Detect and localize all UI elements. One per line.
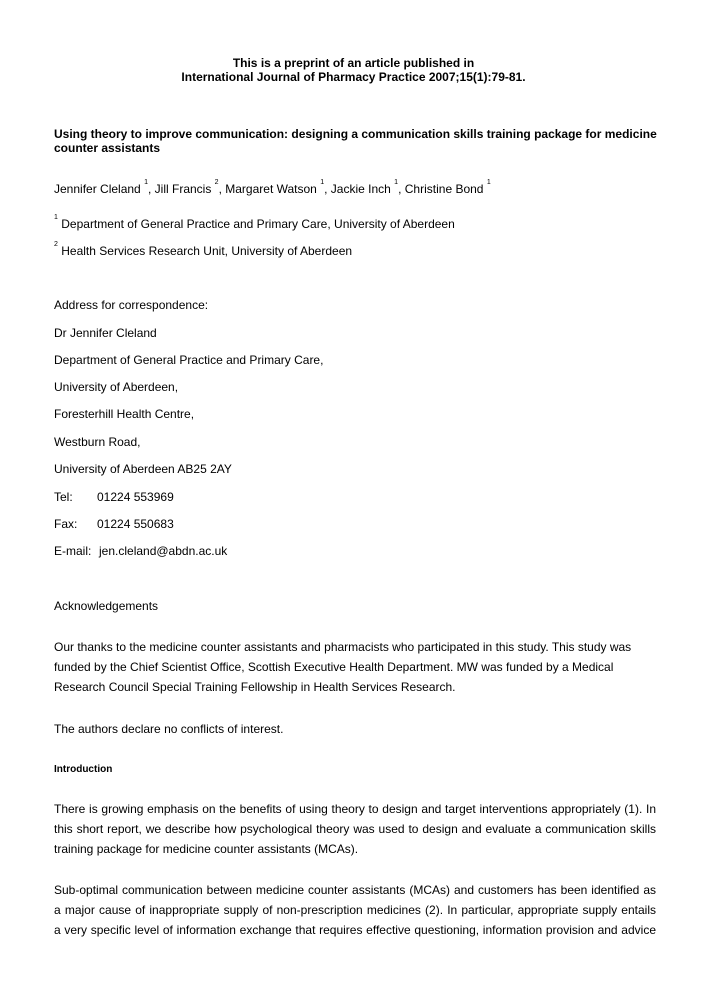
section-heading-introduction: Introduction [54,764,113,775]
fax-value: 01224 550683 [97,517,174,531]
affiliation-text: Department of General Practice and Primary Care, University of Aberdeen [61,217,455,231]
affiliation-number: 2 [54,241,58,248]
fax-label: Fax: [54,517,78,531]
correspondence-address-line: University of Aberdeen AB25 2AY [54,462,232,476]
author-name: Christine Bond [404,182,484,196]
conflicts-statement: The authors declare no conflicts of interest. [54,722,284,736]
correspondence-heading: Address for correspondence: [54,298,209,312]
author-name: Jackie Inch [330,182,391,196]
affiliation-number: 1 [54,214,58,221]
telephone-label: Tel: [54,490,73,504]
author-affiliation-mark: 1 [486,179,491,186]
acknowledgements-heading: Acknowledgements [54,599,159,613]
article-title-line2: counter assistants [54,141,161,155]
telephone-row [54,490,174,504]
email-value: jen.cleland@abdn.ac.uk [99,544,228,558]
author-list: Jennifer Cleland $^1$, Jill Francis $^2$, Margaret Watson $^1$, Jackie Inch $^1$, Christine Bond $^1$ [54,179,491,196]
affiliation-text: Health Services Research Unit, University of Aberdeen [61,244,353,258]
affiliation-2 [54,241,353,258]
acknowledgements-paragraph: Our thanks to the medicine counter assistants and pharmacists who participated in this study. This study was funded by the Chief Scientist Office, Scottish Executive Health Department. MW was funded by a Medical Research Council Special Training Fellowship in Health Services Research. [54,640,632,694]
correspondence-address-line: Department of General Practice and Primary Care, [54,353,324,367]
author-name: Margaret Watson [225,182,317,196]
correspondence-name: Dr Jennifer Cleland [54,326,157,340]
author-affiliation-mark: 1 [320,179,325,186]
introduction-paragraph-1: There is growing emphasis on the benefits of using theory to design and target interventions appropriately (1). In this short report, we describe how psychological theory was used to design and evaluate a communication skills training package for medicine counter assistants (MCAs). [54,802,656,856]
correspondence-address-line: Foresterhill Health Centre, [54,407,195,421]
email-label: E-mail: [54,544,92,558]
correspondence-address-line: University of Aberdeen, [54,380,179,394]
telephone-value: 01224 553969 [97,490,174,504]
author-name: Jennifer Cleland [54,182,141,196]
preprint-notice-line1: This is a preprint of an article published in [232,56,475,70]
introduction-paragraph-2: Sub-optimal communication between medicine counter assistants (MCAs) and customers has been identified as a major cause of inappropriate supply of non-prescription medicines (2). In particular, appropriate supply entails a very specific level of information exchange that requires effective questioning, information provision and advice [54,883,656,937]
article-title-line1: Using theory to improve communication: designing a communication skills training package for medicine [54,127,657,141]
author-affiliation-mark: 1 [144,179,148,186]
author-affiliation-mark: 1 [394,179,399,186]
fax-row [54,517,174,531]
email-row [54,544,227,558]
author-affiliation-mark: 2 [214,179,219,186]
correspondence-address-line: Westburn Road, [54,435,141,449]
author-name: Jill Francis [154,182,212,196]
preprint-notice-line2: International Journal of Pharmacy Practice 2007;15(1):79-81. [181,70,526,84]
affiliation-1 [54,214,455,231]
